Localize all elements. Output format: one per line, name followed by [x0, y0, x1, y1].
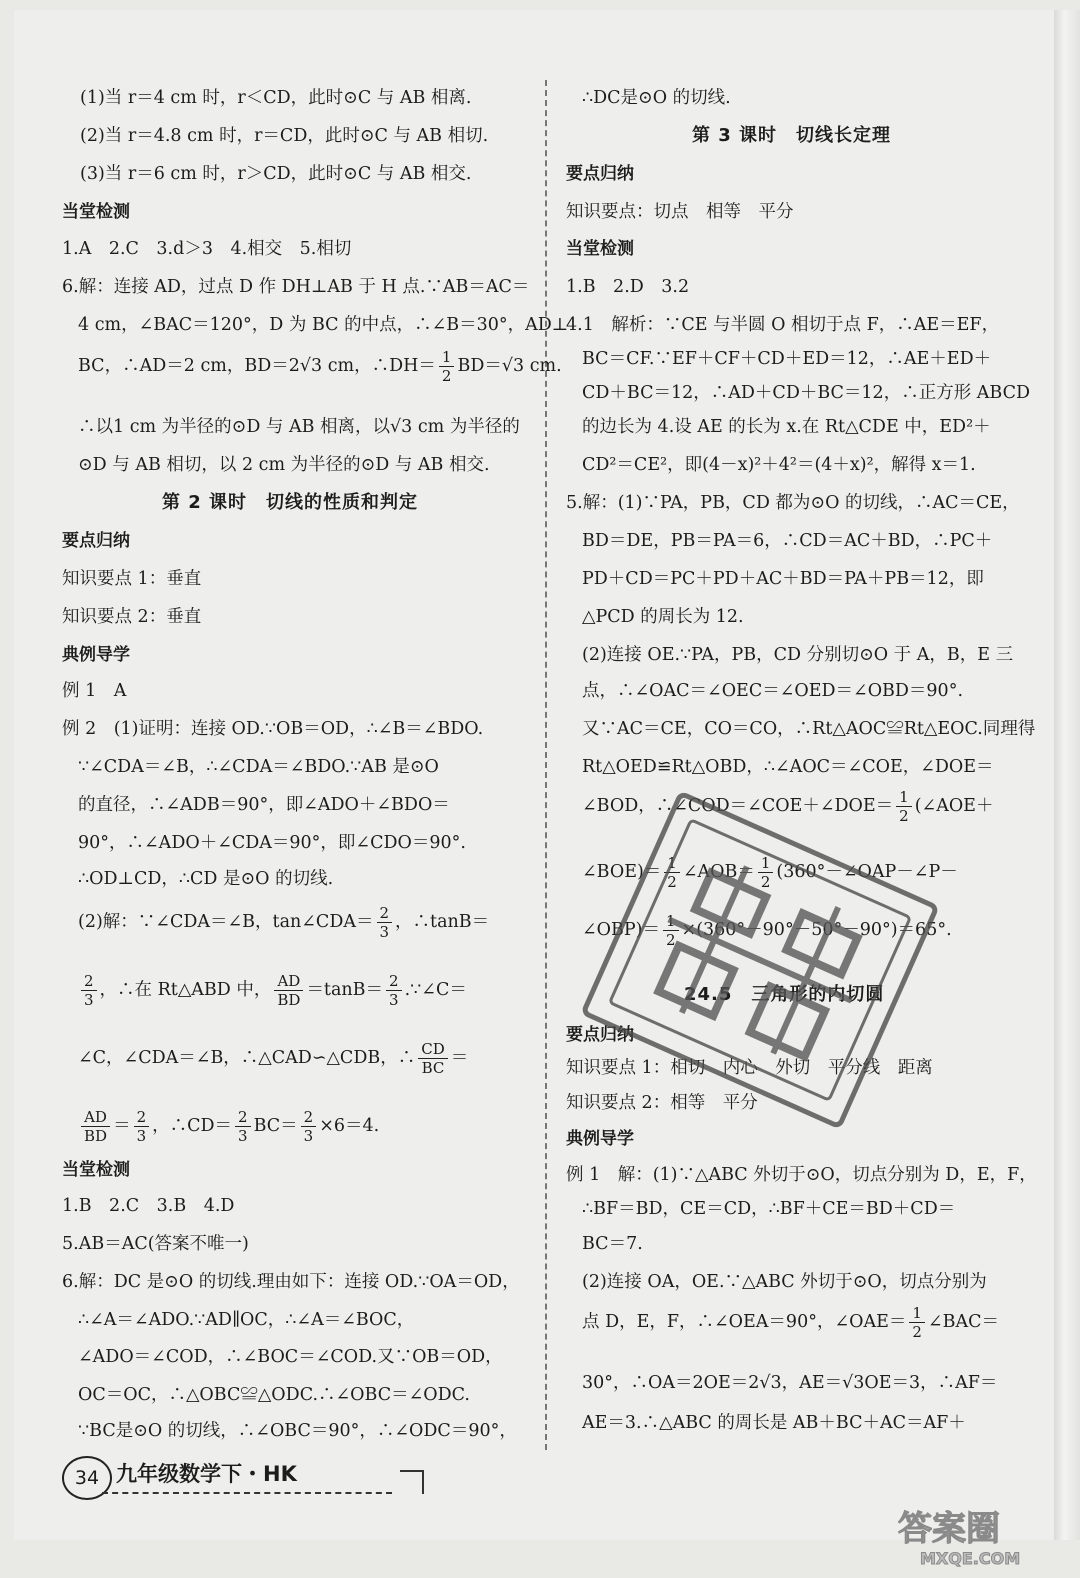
- text-span: ∠BOD，∴∠COD＝∠COE＋∠DOE＝: [582, 796, 894, 816]
- text-line: [582, 1304, 999, 1341]
- section-heading: 当堂检测: [62, 1160, 130, 1180]
- text-line: BC＝CF.∵EF＋CF＋CD＋ED＝12，∴AE＋ED＋: [582, 349, 992, 369]
- text-line: (3)当 r＝6 cm 时，r＞CD，此时⊙C 与 AB 相交.: [80, 164, 472, 184]
- text-line: ⊙D 与 AB 相切，以 2 cm 为半径的⊙D 与 AB 相交.: [78, 455, 490, 475]
- text-line: 又∵AC＝CE，CO＝CO，∴Rt△AOC≌Rt△EOC.同理得: [582, 719, 1036, 739]
- text-span: ，∴在 Rt△ABD 中，: [99, 980, 272, 1000]
- fraction: [439, 348, 455, 385]
- footer-divider: [102, 1492, 392, 1494]
- text-line: 知识要点 1：相切 内心 外切 平分线 距离: [566, 1058, 933, 1078]
- fraction-numerator: 2: [81, 972, 97, 991]
- text-span: ＝: [113, 1116, 131, 1136]
- text-line: [78, 1040, 468, 1077]
- fraction-denominator: 2: [441, 367, 452, 385]
- fraction-numerator: 1: [439, 348, 455, 367]
- watermark-text: 答案圈: [898, 1509, 1000, 1549]
- text-line: 30°，∴OA＝2OE＝2√3，AE＝√3OE＝3，∴AF＝: [582, 1373, 998, 1393]
- fraction-denominator: 3: [379, 923, 390, 941]
- text-span: ∠OBP)＝: [582, 920, 660, 940]
- text-line: [78, 904, 489, 941]
- text-span: ，∴tanB＝: [395, 912, 490, 932]
- text-span: ＝: [450, 1048, 469, 1068]
- section-heading: 要点归纳: [62, 531, 130, 551]
- fraction-numerator: 1: [664, 854, 680, 873]
- text-line: △PCD 的周长为 12.: [582, 607, 744, 627]
- text-span: ∠BOE)＝: [582, 862, 662, 882]
- fraction-numerator: 2: [386, 972, 402, 991]
- fraction-numerator: 2: [235, 1108, 251, 1127]
- text-line: (1)当 r＝4 cm 时，r＜CD，此时⊙C 与 AB 相离.: [80, 88, 472, 108]
- fraction-denominator: 3: [238, 1127, 248, 1145]
- fraction-numerator: CD: [418, 1040, 448, 1059]
- fraction-numerator: AD: [81, 1108, 110, 1127]
- footer-decoration: [400, 1470, 424, 1494]
- book-title: 九年级数学下・HK: [116, 1462, 297, 1486]
- text-span: (∠AOE＋: [914, 796, 994, 816]
- fraction-numerator: 1: [663, 912, 679, 931]
- text-span: 点 D，E，F，∴∠OEA＝90°，∠OAE＝: [582, 1312, 907, 1332]
- text-line: 5.解：(1)∵PA，PB，CD 都为⊙O 的切线，∴AC＝CE，: [566, 493, 1020, 513]
- text-line: PD＋CD＝PC＋PD＋AC＋BD＝PA＋PB＝12，即: [582, 569, 984, 589]
- text-line: 的边长为 4.设 AE 的长为 x.在 Rt△CDE 中，ED²＋: [582, 417, 991, 437]
- fraction-denominator: 2: [665, 931, 676, 949]
- fraction-numerator: AD: [274, 972, 303, 991]
- fraction-numerator: 1: [758, 854, 774, 873]
- fraction-denominator: 3: [303, 1127, 314, 1145]
- fraction-denominator: 2: [760, 873, 771, 891]
- text-line: 5.AB＝AC(答案不唯一): [62, 1234, 249, 1254]
- text-span: BC＝: [253, 1116, 298, 1136]
- text-span: ＝tanB＝: [306, 980, 384, 1000]
- text-line: 例 1 A: [62, 681, 127, 701]
- text-line: [582, 912, 952, 949]
- text-span: ∠AOB＝: [682, 862, 755, 882]
- text-span: ∠BAC＝: [927, 1312, 999, 1332]
- fraction: [235, 1108, 251, 1145]
- text-line: [582, 788, 993, 825]
- fraction: [81, 972, 97, 1009]
- text-line: (2)连接 OA，OE.∵△ABC 外切于⊙O，切点分别为: [582, 1272, 987, 1292]
- text-line: 90°，∴∠ADO＋∠CDA＝90°，即∠CDO＝90°.: [78, 833, 466, 853]
- text-span: BD＝√3 cm.: [457, 356, 562, 376]
- fraction-denominator: 3: [84, 991, 94, 1009]
- fraction-denominator: BD: [84, 1127, 108, 1145]
- text-line: CD²＝CE²，即(4－x)²＋4²＝(4＋x)²，解得 x＝1.: [582, 455, 976, 475]
- fraction: [758, 854, 774, 891]
- page-edge: [1054, 10, 1080, 1540]
- fraction: [377, 904, 393, 941]
- text-line: 6.解：连接 AD，过点 D 作 DH⊥AB 于 H 点.∵AB＝AC＝: [62, 277, 530, 297]
- section-heading: 典例导学: [566, 1129, 634, 1149]
- text-line: ∴以1 cm 为半径的⊙D 与 AB 相离，以√3 cm 为半径的: [78, 417, 520, 437]
- text-line: 例 2 (1)证明：连接 OD.∵OB＝OD，∴∠B＝∠BDO.: [62, 719, 484, 739]
- text-line: CD＋BC＝12，∴AD＋CD＋BC＝12，∴正方形 ABCD: [582, 383, 1031, 403]
- text-line: 知识要点：切点 相等 平分: [566, 202, 794, 222]
- fraction-numerator: 1: [896, 788, 912, 807]
- text-line: Rt△OED≌Rt△OBD，∴∠AOC＝∠COE，∠DOE＝: [582, 757, 994, 777]
- page-number: 34: [62, 1456, 112, 1500]
- fraction: [274, 972, 303, 1009]
- text-line: 知识要点 1：垂直: [62, 569, 202, 589]
- fraction-numerator: 2: [377, 904, 393, 923]
- fraction-denominator: 2: [899, 807, 909, 825]
- text-line: (2)当 r＝4.8 cm 时，r＝CD，此时⊙C 与 AB 相切.: [80, 126, 489, 146]
- text-line: 4 cm，∠BAC＝120°，D 为 BC 的中点，∴∠B＝30°，AD⊥: [78, 315, 569, 335]
- section-heading: 要点归纳: [566, 164, 634, 184]
- text-line: [78, 972, 467, 1009]
- section-heading: 要点归纳: [566, 1025, 634, 1045]
- text-line: ∴OD⊥CD，∴CD 是⊙O 的切线.: [78, 869, 334, 889]
- text-line: 6.解：DC 是⊙O 的切线.理由如下：连接 OD.∵OA＝OD，: [62, 1272, 520, 1292]
- text-line: ∴BF＝BD，CE＝CD，∴BF＋CE＝BD＋CD＝: [582, 1199, 956, 1219]
- text-span: .∵∠C＝: [404, 980, 467, 1000]
- fraction-denominator: BC: [421, 1059, 445, 1077]
- text-span: ，∴CD＝: [152, 1116, 233, 1136]
- section-heading: 当堂检测: [566, 239, 634, 259]
- text-line: (2)连接 OE.∵PA，PB，CD 分别切⊙O 于 A，B，E 三: [582, 645, 1014, 665]
- text-line: 1.A 2.C 3.d＞3 4.相交 5.相切: [62, 239, 352, 259]
- text-line: BC＝7.: [582, 1234, 643, 1254]
- text-span: (360°－∠OAP－∠P－: [776, 862, 958, 882]
- fraction-numerator: 1: [909, 1304, 925, 1323]
- text-line: BD＝DE，PB＝PA＝6，∴CD＝AC＋BD，∴PC＋: [582, 531, 993, 551]
- fraction-numerator: 2: [134, 1108, 150, 1127]
- text-span: ×6＝4.: [319, 1116, 380, 1136]
- text-line: 知识要点 2：相等 平分: [566, 1093, 758, 1113]
- text-line: 点，∴∠OAC＝∠OEC＝∠OED＝∠OBD＝90°.: [582, 681, 964, 701]
- text-span: (2)解：∵∠CDA＝∠B，tan∠CDA＝: [78, 912, 374, 932]
- lesson-title: 第 2 课时 切线的性质和判定: [162, 492, 419, 513]
- fraction: [418, 1040, 448, 1077]
- fraction: [386, 972, 402, 1009]
- text-line: 4.1 解析：∵CE 与半圆 O 相切于点 F，∴AE＝EF，: [566, 315, 1000, 335]
- text-span: ×(360°－90°－50°－90°)＝65°.: [681, 920, 952, 940]
- section-heading: 当堂检测: [62, 202, 130, 222]
- text-line: ∴∠A＝∠ADO.∵AD∥OC，∴∠A＝∠BOC，: [78, 1310, 415, 1330]
- text-line: [78, 348, 562, 385]
- fraction: [301, 1108, 317, 1145]
- fraction-denominator: 2: [912, 1323, 922, 1341]
- fraction: [663, 912, 679, 949]
- text-line: ∵BC是⊙O 的切线，∴∠OBC＝90°，∴∠ODC＝90°，: [78, 1421, 517, 1441]
- text-span: ∠C，∠CDA＝∠B，∴△CAD∽△CDB，∴: [78, 1048, 416, 1068]
- fraction-denominator: 3: [136, 1127, 147, 1145]
- fraction: [896, 788, 912, 825]
- fraction: [81, 1108, 110, 1145]
- fraction-denominator: BD: [277, 991, 301, 1009]
- text-line: 例 1 解：(1)∵△ABC 外切于⊙O，切点分别为 D，E，F，: [566, 1165, 1037, 1185]
- fraction: [664, 854, 680, 891]
- text-line: [582, 854, 958, 891]
- text-line: 1.B 2.C 3.B 4.D: [62, 1196, 235, 1216]
- fraction-numerator: 2: [301, 1108, 317, 1127]
- text-span: BC，∴AD＝2 cm，BD＝2√3 cm，∴DH＝: [78, 356, 436, 376]
- text-line: [78, 1108, 379, 1145]
- text-line: ∴DC是⊙O 的切线.: [582, 88, 731, 108]
- text-line: 知识要点 2：垂直: [62, 607, 202, 627]
- lesson-title: 第 3 课时 切线长定理: [692, 125, 892, 146]
- text-line: 1.B 2.D 3.2: [566, 277, 690, 297]
- fraction-denominator: 3: [389, 991, 399, 1009]
- fraction: [909, 1304, 925, 1341]
- section-title: 24.5 三角形的内切圆: [684, 984, 885, 1005]
- text-line: OC＝OC，∴△OBC≌△ODC.∴∠OBC＝∠ODC.: [78, 1385, 470, 1405]
- text-line: ∠ADO＝∠COD，∴∠BOC＝∠COD.又∵OB＝OD，: [78, 1347, 503, 1367]
- watermark-url: MXQE.COM: [920, 1549, 1021, 1568]
- section-heading: 典例导学: [62, 645, 130, 665]
- fraction-denominator: 2: [667, 873, 677, 891]
- text-line: AE＝3.∴△ABC 的周长是 AB＋BC＋AC＝AF＋: [582, 1413, 966, 1433]
- column-divider: [545, 80, 547, 1450]
- text-line: 的直径，∴∠ADB＝90°，即∠ADO＋∠BDO＝: [78, 795, 450, 815]
- fraction: [134, 1108, 150, 1145]
- page-footer: [62, 1450, 392, 1500]
- text-line: ∵∠CDA＝∠B，∴∠CDA＝∠BDO.∵AB 是⊙O: [78, 757, 439, 777]
